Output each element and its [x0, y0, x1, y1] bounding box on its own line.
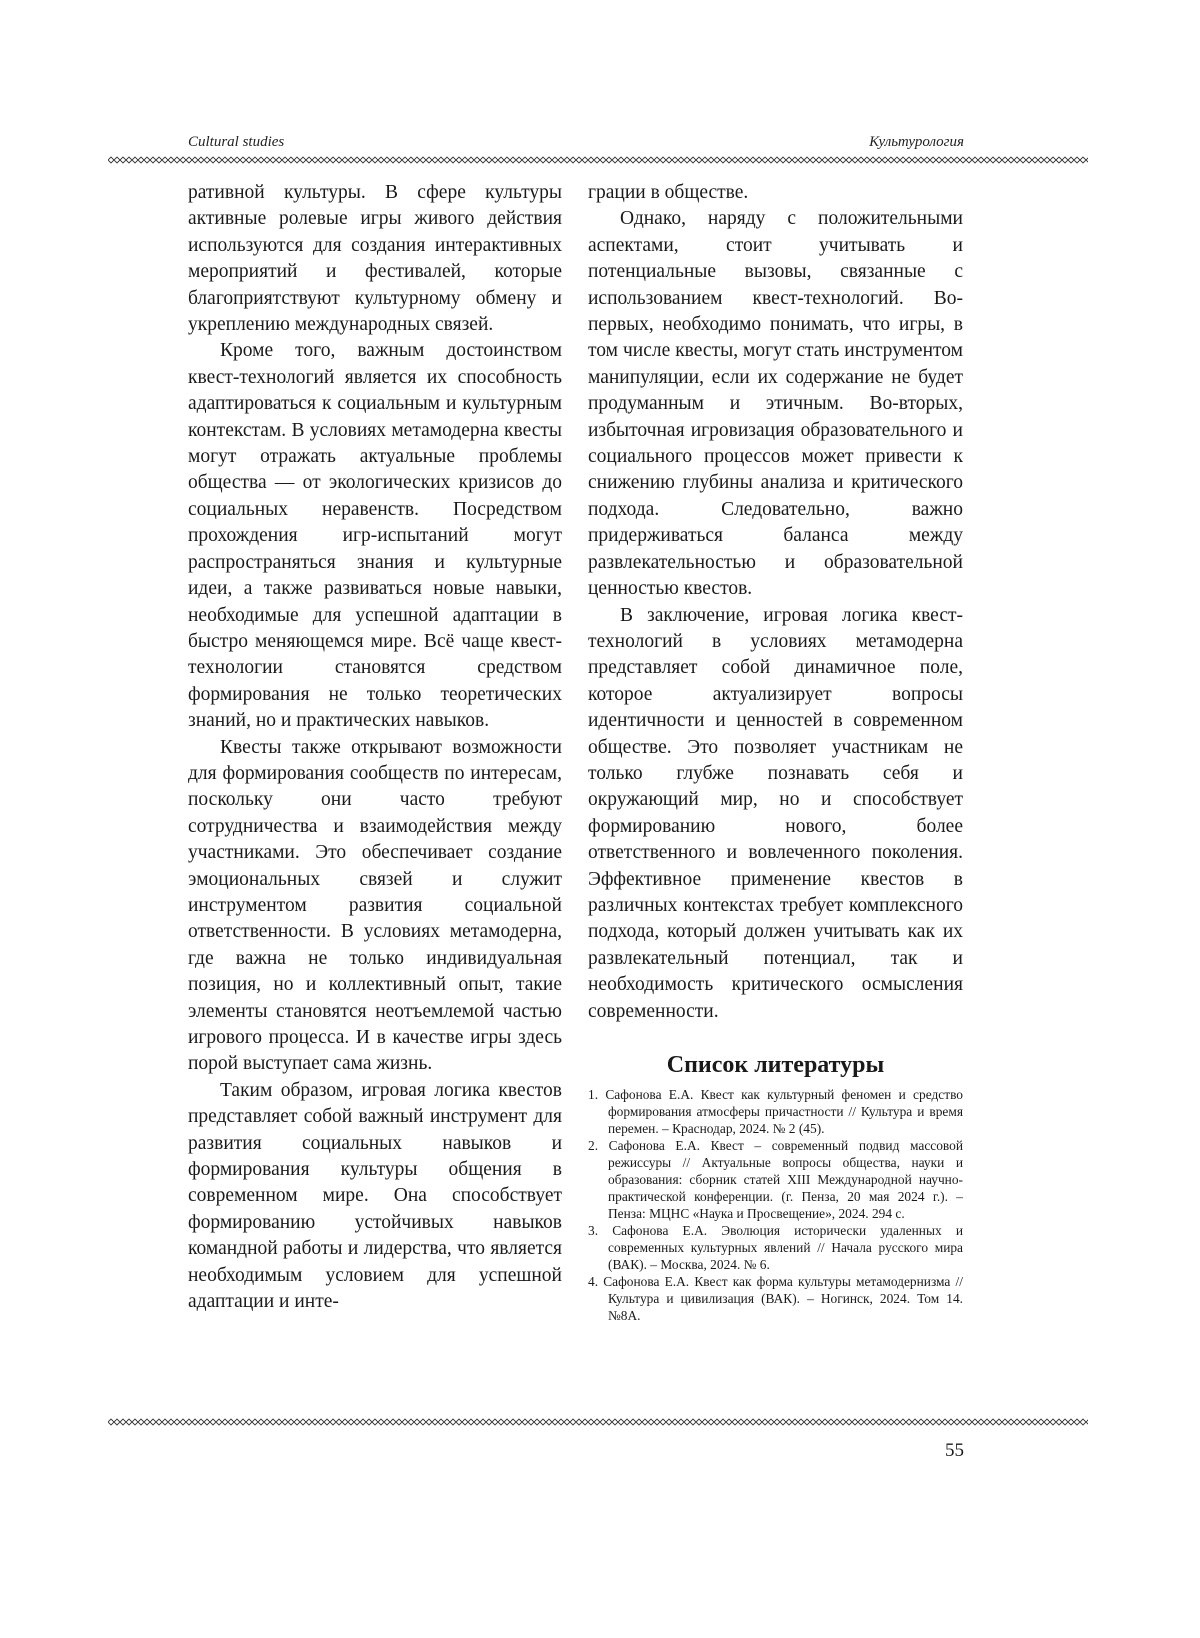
right-column: [588, 180, 963, 1324]
references-list: [588, 1086, 963, 1324]
ornament-pattern: [108, 1418, 1088, 1426]
page-number: 55: [945, 1440, 964, 1461]
right-column-body: [588, 180, 963, 1025]
reference-item: 1. Сафонова Е.А. Квест как культурный феномен и средство формирования атмосферы причастности // Культура и время перемен. – Краснодар, 2024. № 2 (45).: [588, 1087, 963, 1136]
paragraph: грации в обществе.: [588, 182, 749, 203]
left-column: [188, 180, 562, 1315]
reference-item: 2. Сафонова Е.А. Квест – современный подвид массовой режиссуры // Актуальные вопросы общества, науки и образования: сборник статей XIII Международной научно-практической конференции. (г. Пенза, 20 мая 2024 г.). – Пенза: МЦНС «Наука и Просвещение», 2024. 294 с.: [588, 1138, 963, 1221]
top-ornament-rule: [108, 156, 1088, 164]
reference-item: 4. Сафонова Е.А. Квест как форма культуры метамодернизма // Культура и цивилизация (ВАК). – Ногинск, 2024. Том 14. №8А.: [588, 1274, 963, 1323]
references-title: Список литературы: [666, 1052, 885, 1078]
ornament-pattern: [108, 156, 1088, 164]
paragraph: Однако, наряду с положительными аспектами, стоит учитывать и потенциальные вызовы, связанные с использованием квест-технологий. Во-первых, необходимо понимать, что игры, в том числе квесты, могут стать инструментом манипуляции, если их содержание не будет продуманным и этичным. Во-вторых, избыточная игровизация образовательного и социального процессов может привести к снижению глубины анализа и критического подхода. Следовательно, важно придерживаться баланса между развлекательностью и образовательной ценностью квестов.: [588, 208, 963, 600]
reference-item: 3. Сафонова Е.А. Эволюция исторически удаленных и современных культурных явлений // Начала русского мира (ВАК). – Москва, 2024. № 6.: [588, 1223, 963, 1272]
bottom-ornament-rule: [108, 1418, 1088, 1426]
running-head-left: Cultural studies: [188, 134, 285, 150]
paragraph: ративной культуры. В сфере культуры активные ролевые игры живого действия используются для создания интерактивных мероприятий и фестивалей, которые благоприятствуют культурному обмену и укреплению международных связей.: [188, 182, 562, 336]
running-head-right: Культурология: [869, 134, 964, 150]
paragraph: Кроме того, важным достоинством квест-технологий является их способность адаптироваться к социальным и культурным контекстам. В условиях метамодерна квесты могут отражать актуальные проблемы общества — от экологических кризисов до социальных неравенств. Посредством прохождения игр-испытаний могут распространяться знания и культурные идеи, а также развиваться новые навыки, необходимые для успешной адаптации в быстро меняющемся мире. Всё чаще квест-технологии становятся средством формирования не только теоретических знаний, но и практических навыков.: [188, 340, 562, 732]
paragraph: В заключение, игровая логика квест-технологий в условиях метамодерна представляет собой динамичное поле, которое актуализирует вопросы идентичности и ценностей в современном обществе. Это позволяет участникам не только глубже познавать себя и окружающий мир, но и способствует формированию нового, более ответственного и вовлеченного поколения. Эффективное применение квестов в различных контекстах требует комплексного подхода, который должен учитывать как их развлекательный потенциал, так и необходимость критического осмысления современности.: [588, 604, 963, 1022]
running-head: [188, 134, 964, 154]
paragraph: Таким образом, игровая логика квестов представляет собой важный инструмент для развития социальных навыков и формирования культуры общения в современном мире. Она способствует формированию устойчивых навыков командной работы и лидерства, что является необходимым условием для успешной адаптации и инте-: [188, 1079, 562, 1313]
paragraph: Квесты также открывают возможности для формирования сообществ по интересам, поскольку они часто требуют сотрудничества и взаимодействия между участниками. Это обеспечивает создание эмоциональных связей и служит инструментом развития социальной ответственности. В условиях метамодерна, где важна не только индивидуальная позиция, но и коллективный опыт, такие элементы становятся неотъемлемой частью игрового процесса. И в качестве игры здесь порой выступает сама жизнь.: [188, 736, 562, 1075]
